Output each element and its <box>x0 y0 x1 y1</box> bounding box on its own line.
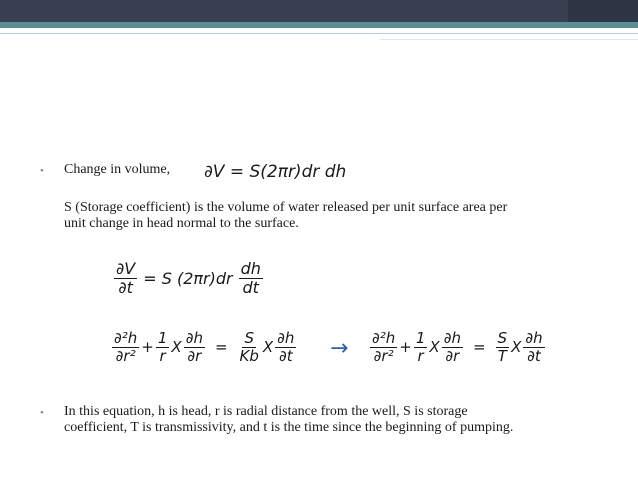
fraction-dh-dt: $\frac{\partial h}{\partial t}$ <box>525 329 543 365</box>
volume-equation: ∂V = S(2πr)dr dh <box>204 162 347 182</box>
times-sign: X <box>511 338 522 356</box>
header-rule <box>0 33 638 34</box>
equals-sign: = <box>472 338 486 356</box>
fraction-dh-dr: $\frac{\partial h}{\partial r}$ <box>185 329 203 365</box>
explanation-line-1: In this equation, h is head, r is radial distance from the well, S is storage <box>64 404 468 419</box>
fraction-d2h-dr2: $\frac{\text{∂²h}}{\text{∂r²}}$ <box>114 329 138 365</box>
flow-equation-right <box>368 330 547 364</box>
rate-equation <box>112 260 265 296</box>
right-arrow-icon: → <box>330 336 349 361</box>
header-band-corner <box>568 0 638 22</box>
plus-sign: + <box>399 338 412 356</box>
header-accent-band <box>0 22 638 28</box>
fraction-d2h-dr2: $\frac{\text{∂²h}}{\text{∂r²}}$ <box>372 329 396 365</box>
fraction-S-Kb: $\frac{S}{Kb}$ <box>239 329 259 365</box>
times-sign: X <box>429 338 440 356</box>
definition-line-1: S (Storage coefficient) is the volume of water released per unit surface area per <box>64 200 508 215</box>
explanation-line-2: coefficient, T is transmissivity, and t is the time since the beginning of pumping. <box>64 420 514 435</box>
bullet1-label: Change in volume, <box>64 162 171 177</box>
header-band <box>0 0 638 22</box>
definition-line-2: unit change in head normal to the surface. <box>64 216 299 231</box>
plus-sign: + <box>141 338 154 356</box>
fraction-1-r: $\frac{1}{r}$ <box>157 329 168 365</box>
fraction-dh-dr: $\frac{\partial h}{\partial r}$ <box>443 329 461 365</box>
flow-equation-left <box>110 330 298 364</box>
bullet-marker: • <box>40 165 44 177</box>
fraction-S-T: $\frac{S}{T}$ <box>497 329 508 365</box>
rate-equation-middle: = S (2πr)dr <box>143 268 233 288</box>
header-rule-short <box>380 39 638 40</box>
equals-sign: = <box>214 338 228 356</box>
fraction-dV-dt: $\frac{\partial V}{\partial t}$ <box>116 259 136 297</box>
bullet-marker: • <box>40 407 44 419</box>
fraction-dh-dt: $\frac{dh}{dt}$ <box>240 259 261 297</box>
times-sign: X <box>171 338 182 356</box>
fraction-dh-dt: $\frac{\partial h}{\partial t}$ <box>277 329 295 365</box>
times-sign: X <box>262 338 274 356</box>
fraction-1-r: $\frac{1}{r}$ <box>415 329 426 365</box>
